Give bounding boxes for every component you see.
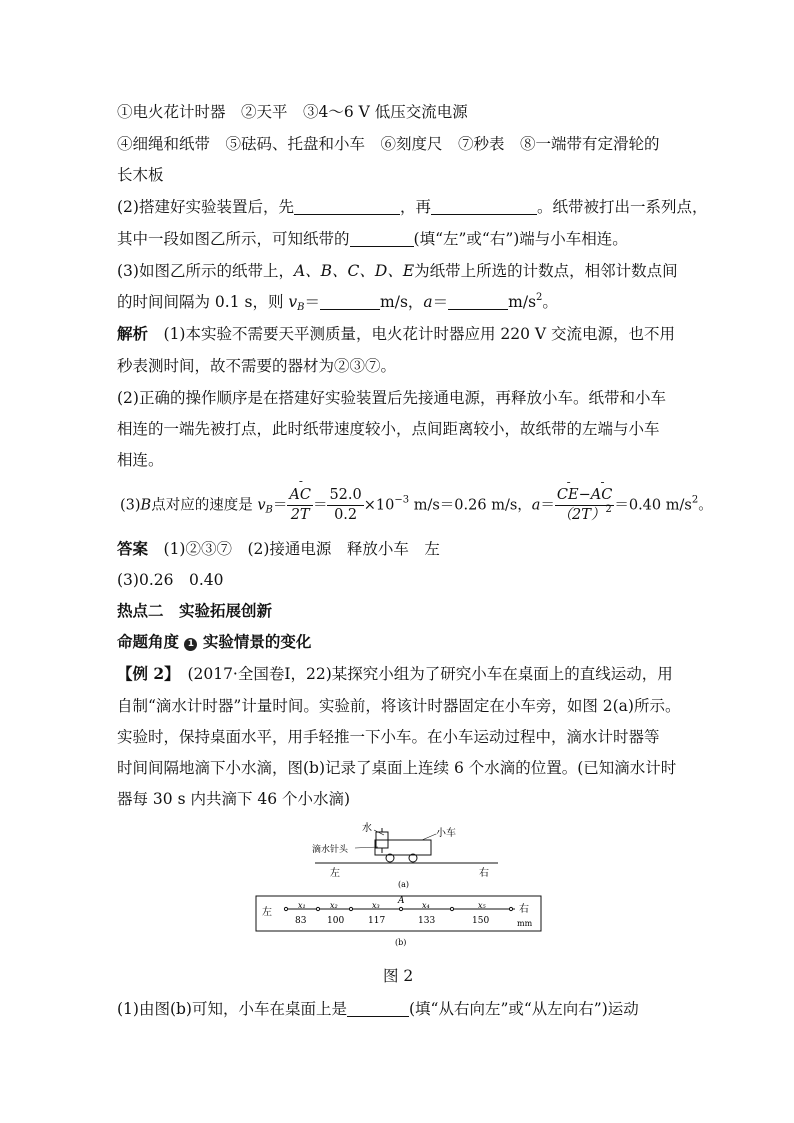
answer-line-2: (3)0.26 0.40 <box>117 571 224 589</box>
unit-label: mm <box>517 919 533 928</box>
x2-label: x₂ <box>330 901 338 910</box>
distance-4: 133 <box>418 916 436 926</box>
analysis-line-2: 秒表测时间，故不需要的器材为②③⑦。 <box>117 357 397 375</box>
equipment-list-3: 长木板 <box>117 166 164 184</box>
equipment-list-2: ④细绳和纸带 ⑤砝码、托盘和小车 ⑥刻度尺 ⑦秒表 ⑧一端带有定滑轮的 <box>117 135 660 153</box>
example-line-1: 【例 2】 (2017·全国卷Ⅰ，22)某探究小组为了研究小车在桌面上的直线运动，用 <box>117 664 673 683</box>
point-a-label: A <box>398 896 405 906</box>
water-label: 水 <box>362 823 372 834</box>
question-2-line-2: 其中一段如图乙所示，可知纸带的 (填“左”或“右”)端与小车相连。 <box>117 230 628 248</box>
blank-4[interactable] <box>320 293 380 310</box>
question-3-line-1: (3)如图乙所示的纸带上，A、B、C、D、E为纸带上所选的计数点，相邻计数点间 <box>117 262 678 280</box>
section-heading: 热点二 实验拓展创新 <box>117 601 273 620</box>
blank-3[interactable] <box>350 230 414 247</box>
caption-b: (b) <box>395 938 407 947</box>
drip-2 <box>316 907 319 910</box>
car-leader <box>422 834 436 840</box>
figure-2-diagram <box>250 818 550 953</box>
question-2-line-1: (2)搭建好实验装置后，先 ，再 。纸带被打出一系列点， <box>117 198 708 216</box>
answer-line-1: 答案 (1)②③⑦ (2)接通电源 释放小车 左 <box>117 539 440 558</box>
analysis-line-3: (2)正确的操作顺序是在搭建好实验装置后先接通电源，再释放小车。纸带和小车 <box>117 389 666 407</box>
distance-1: 83 <box>295 916 307 926</box>
x4-label: x₄ <box>422 901 430 910</box>
tape-right-label: 右 <box>519 904 529 915</box>
analysis-line-1: 解析 (1)本实验不需要天平测质量，电火花计时器应用 220 V 交流电源，也不用 <box>117 324 676 343</box>
blank-2[interactable] <box>431 198 537 215</box>
drip-5 <box>450 907 453 910</box>
question-3-line-2: 的时间间隔为 0.1 s，则 $v_B= m/s$，$a= m/s^2$。 <box>117 292 558 313</box>
blank-5[interactable] <box>448 293 508 310</box>
right-label-a: 右 <box>479 868 489 879</box>
drip-4 <box>399 907 402 910</box>
fraction-ce-ac-2t2: - $\frac{CE-- AC}{(2T)^2}$ <box>555 486 614 525</box>
blank-1[interactable] <box>294 198 400 215</box>
topic-heading: 命题角度 1 实验情景的变化 <box>117 632 312 651</box>
figure-caption: 图 2 <box>383 967 414 985</box>
drip-6 <box>509 907 512 910</box>
tape-left-label: 左 <box>262 907 272 918</box>
distance-5: 150 <box>472 916 490 926</box>
analysis-line-4: 相连的一端先被打点，此时纸带速度较小，点间距离较小，故纸带的左端与小车 <box>117 420 660 438</box>
drip-1 <box>284 907 287 910</box>
drip-3 <box>349 907 352 910</box>
example-line-5: 器每 30 s 内共滴下 46 个小水滴) <box>117 790 351 808</box>
left-label-a: 左 <box>330 868 340 879</box>
number-badge: 1 <box>184 638 197 651</box>
x5-label: x₅ <box>478 901 486 910</box>
fraction-ac-2t: - $\frac{AC}{2T}$ <box>287 486 313 525</box>
distance-3: 117 <box>368 916 386 926</box>
caption-a: (a) <box>398 880 410 889</box>
blank-6[interactable] <box>347 1000 409 1017</box>
question-1-line: (1)由图(b)可知，小车在桌面上是 (填“从右向左”或“从左向右”)运动 <box>117 1000 639 1018</box>
x3-label: x₃ <box>372 901 380 910</box>
fraction-52-0-2: $\frac{52.0}{0.2}$ <box>329 487 362 523</box>
distance-2: 100 <box>327 916 345 926</box>
car-label: 小车 <box>436 828 456 839</box>
nozzle-label: 滴水针头 <box>312 845 349 855</box>
equipment-list-1: ①电火花计时器 ②天平 ③4～6 V 低压交流电源 <box>117 103 468 121</box>
x1-label: x₁ <box>298 901 306 910</box>
example-line-2: 自制“滴水计时器”计量时间。实验前，将该计时器固定在小车旁，如图 2(a)所示。 <box>117 697 681 715</box>
example-line-4: 时间间隔地滴下小水滴，图(b)记录了桌面上连续 6 个水滴的位置。(已知滴水计时 <box>117 759 677 777</box>
formula-line: (3)B点对应的速度是 $v_B=$ - $\frac{AC}{2T}$ ＝ $\frac{52.0}{0.2}$ $\times 10^{-3}$ m/s＝0.26 m/s，a＝ - $\frac{CE-- AC}{(2T)^2}$ ＝0.40 $m/s^2$。 <box>120 486 713 525</box>
analysis-line-5: 相连。 <box>117 451 164 469</box>
example-line-3: 实验时，保持桌面水平，用手轻推一下小车。在小车运动过程中，滴水计时器等 <box>117 728 660 746</box>
